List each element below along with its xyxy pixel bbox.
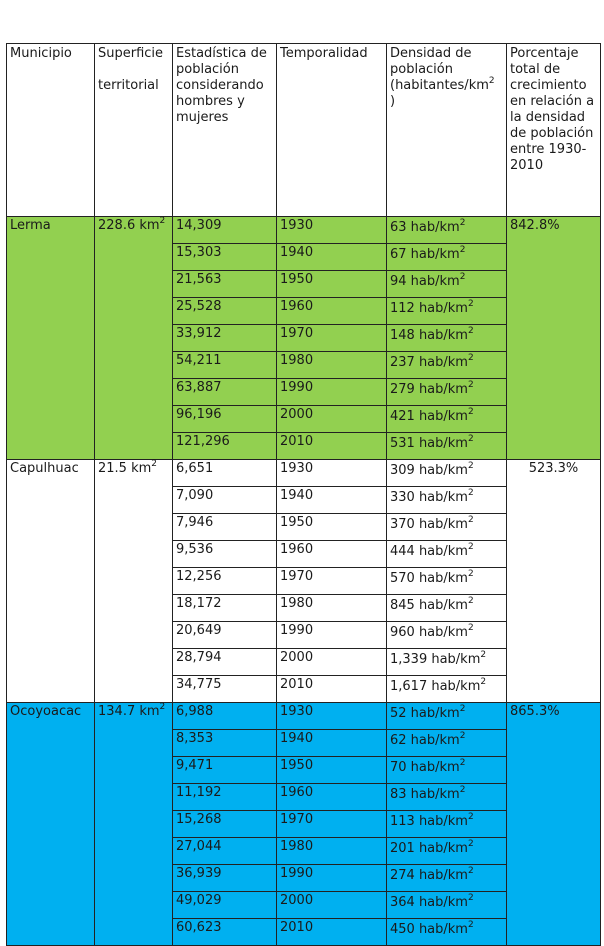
densidad-value: 62 hab/km: [390, 733, 460, 748]
poblacion-cell: 49,029: [173, 892, 277, 919]
densidad-cell: [387, 892, 507, 919]
densidad-value: 279 hab/km: [390, 382, 468, 397]
densidad-unit-sup: 2: [467, 542, 474, 552]
densidad-unit-sup: 2: [467, 326, 474, 336]
densidad-cell: [387, 568, 507, 595]
anio-cell: 1930: [277, 217, 387, 244]
poblacion-cell: 121,296: [173, 433, 277, 460]
anio-cell: 1950: [277, 514, 387, 541]
densidad-unit-sup: 2: [459, 785, 466, 795]
anio-cell: 2000: [277, 892, 387, 919]
poblacion-cell: 96,196: [173, 406, 277, 433]
anio-cell: 1960: [277, 298, 387, 325]
densidad-value: 531 hab/km: [390, 436, 468, 451]
table-row: [7, 217, 601, 244]
anio-cell: 1990: [277, 865, 387, 892]
densidad-unit-sup: 2: [467, 461, 474, 471]
densidad-unit-sup: 2: [467, 569, 474, 579]
densidad-unit-sup: 2: [459, 731, 466, 741]
header-superficie-line2: territorial: [98, 78, 159, 93]
densidad-value: 63 hab/km: [390, 220, 460, 235]
anio-cell: 2000: [277, 649, 387, 676]
table-row: [7, 703, 601, 730]
densidad-cell: [387, 217, 507, 244]
poblacion-cell: 9,471: [173, 757, 277, 784]
densidad-value: 421 hab/km: [390, 409, 468, 424]
poblacion-cell: 54,211: [173, 352, 277, 379]
densidad-cell: [387, 784, 507, 811]
poblacion-cell: 21,563: [173, 271, 277, 298]
anio-cell: 1940: [277, 244, 387, 271]
header-gap: [98, 62, 169, 78]
densidad-value: 570 hab/km: [390, 571, 468, 586]
densidad-cell: [387, 838, 507, 865]
densidad-cell: [387, 487, 507, 514]
densidad-cell: [387, 703, 507, 730]
densidad-unit-sup: 2: [459, 245, 466, 255]
anio-cell: 1970: [277, 811, 387, 838]
header-row: [7, 44, 601, 217]
header-superficie: [95, 44, 173, 217]
densidad-unit-sup: 2: [467, 380, 474, 390]
anio-cell: 1980: [277, 595, 387, 622]
densidad-value: 444 hab/km: [390, 544, 468, 559]
densidad-cell: [387, 595, 507, 622]
densidad-value: 1,339 hab/km: [390, 652, 481, 667]
densidad-unit-sup: 2: [459, 704, 466, 714]
densidad-unit-sup: 2: [459, 758, 466, 768]
densidad-value: 845 hab/km: [390, 598, 468, 613]
densidad-unit-sup: 2: [467, 812, 474, 822]
densidad-value: 70 hab/km: [390, 760, 460, 775]
anio-cell: 1970: [277, 568, 387, 595]
densidad-cell: [387, 298, 507, 325]
densidad-value: 274 hab/km: [390, 868, 468, 883]
densidad-cell: [387, 649, 507, 676]
poblacion-cell: 6,988: [173, 703, 277, 730]
poblacion-cell: 28,794: [173, 649, 277, 676]
densidad-unit-sup: 2: [467, 596, 474, 606]
population-density-table: [6, 43, 601, 946]
poblacion-cell: 33,912: [173, 325, 277, 352]
poblacion-cell: 18,172: [173, 595, 277, 622]
municipio-cell: Ocoyoacac: [7, 703, 95, 946]
densidad-cell: [387, 271, 507, 298]
densidad-cell: [387, 460, 507, 487]
poblacion-cell: 15,303: [173, 244, 277, 271]
header-temporalidad: Temporalidad: [277, 44, 387, 217]
densidad-cell: [387, 622, 507, 649]
poblacion-cell: 9,536: [173, 541, 277, 568]
municipio-cell: Lerma: [7, 217, 95, 460]
superficie-value: 21.5 km: [98, 461, 152, 476]
densidad-cell: [387, 514, 507, 541]
anio-cell: 2010: [277, 433, 387, 460]
poblacion-cell: 60,623: [173, 919, 277, 946]
superficie-unit-sup: 2: [159, 702, 166, 712]
densidad-value: 67 hab/km: [390, 247, 460, 262]
poblacion-cell: 14,309: [173, 217, 277, 244]
anio-cell: 1960: [277, 784, 387, 811]
densidad-unit-sup: 2: [467, 488, 474, 498]
densidad-unit-sup: 2: [467, 893, 474, 903]
header-densidad-sup: 2: [488, 76, 495, 86]
densidad-value: 237 hab/km: [390, 355, 468, 370]
anio-cell: 1930: [277, 460, 387, 487]
anio-cell: 1950: [277, 757, 387, 784]
superficie-cell: [95, 217, 173, 460]
anio-cell: 1980: [277, 352, 387, 379]
anio-cell: 1990: [277, 379, 387, 406]
densidad-unit-sup: 2: [467, 623, 474, 633]
superficie-cell: [95, 703, 173, 946]
densidad-value: 309 hab/km: [390, 463, 468, 478]
poblacion-cell: 27,044: [173, 838, 277, 865]
densidad-value: 370 hab/km: [390, 517, 468, 532]
poblacion-cell: 8,353: [173, 730, 277, 757]
densidad-unit-sup: 2: [467, 839, 474, 849]
superficie-cell: [95, 460, 173, 703]
header-densidad: [387, 44, 507, 217]
table-row: [7, 460, 601, 487]
poblacion-cell: 63,887: [173, 379, 277, 406]
anio-cell: 1960: [277, 541, 387, 568]
superficie-value: 228.6 km: [98, 218, 160, 233]
porcentaje-cell: 865.3%: [507, 703, 601, 946]
densidad-unit-sup: 2: [467, 866, 474, 876]
densidad-unit-sup: 2: [459, 272, 466, 282]
densidad-cell: [387, 379, 507, 406]
header-municipio: Municipio: [7, 44, 95, 217]
densidad-value: 960 hab/km: [390, 625, 468, 640]
poblacion-cell: 25,528: [173, 298, 277, 325]
anio-cell: 1980: [277, 838, 387, 865]
densidad-value: 201 hab/km: [390, 841, 468, 856]
poblacion-cell: 36,939: [173, 865, 277, 892]
poblacion-cell: 7,946: [173, 514, 277, 541]
densidad-unit-sup: 2: [467, 353, 474, 363]
anio-cell: 1930: [277, 703, 387, 730]
densidad-value: 148 hab/km: [390, 328, 468, 343]
densidad-value: 1,617 hab/km: [390, 679, 481, 694]
poblacion-cell: 15,268: [173, 811, 277, 838]
densidad-unit-sup: 2: [459, 218, 466, 228]
poblacion-cell: 11,192: [173, 784, 277, 811]
densidad-cell: [387, 730, 507, 757]
densidad-cell: [387, 757, 507, 784]
anio-cell: 1940: [277, 730, 387, 757]
superficie-value: 134.7 km: [98, 704, 160, 719]
anio-cell: 1950: [277, 271, 387, 298]
header-densidad-line2: (habitantes/km: [390, 78, 489, 93]
densidad-value: 52 hab/km: [390, 706, 460, 721]
densidad-unit-sup: 2: [467, 407, 474, 417]
porcentaje-cell: 842.8%: [507, 217, 601, 460]
densidad-value: 113 hab/km: [390, 814, 468, 829]
superficie-unit-sup: 2: [159, 216, 166, 226]
poblacion-cell: 34,775: [173, 676, 277, 703]
poblacion-cell: 20,649: [173, 622, 277, 649]
densidad-unit-sup: 2: [467, 299, 474, 309]
header-estadistica: Estadística de población considerando hombres y mujeres: [173, 44, 277, 217]
header-densidad-line3: ): [390, 94, 396, 109]
header-porcentaje: Porcentaje total de crecimiento en relación a la densidad de población entre 1930-2010: [507, 44, 601, 217]
densidad-cell: [387, 244, 507, 271]
densidad-unit-sup: 2: [467, 434, 474, 444]
header-densidad-line1: Densidad de población: [390, 46, 472, 77]
densidad-cell: [387, 541, 507, 568]
densidad-cell: [387, 352, 507, 379]
densidad-cell: [387, 433, 507, 460]
densidad-cell: [387, 676, 507, 703]
porcentaje-cell: 523.3%: [507, 460, 601, 703]
anio-cell: 1940: [277, 487, 387, 514]
densidad-unit-sup: 2: [467, 515, 474, 525]
table-body: [7, 217, 601, 946]
anio-cell: 2000: [277, 406, 387, 433]
municipio-cell: Capulhuac: [7, 460, 95, 703]
densidad-value: 364 hab/km: [390, 895, 468, 910]
densidad-unit-sup: 2: [480, 677, 487, 687]
poblacion-cell: 6,651: [173, 460, 277, 487]
densidad-value: 112 hab/km: [390, 301, 468, 316]
densidad-value: 94 hab/km: [390, 274, 460, 289]
densidad-cell: [387, 919, 507, 946]
densidad-value: 330 hab/km: [390, 490, 468, 505]
densidad-unit-sup: 2: [467, 920, 474, 930]
densidad-unit-sup: 2: [480, 650, 487, 660]
anio-cell: 2010: [277, 676, 387, 703]
densidad-value: 450 hab/km: [390, 922, 468, 937]
densidad-cell: [387, 811, 507, 838]
poblacion-cell: 12,256: [173, 568, 277, 595]
anio-cell: 1990: [277, 622, 387, 649]
poblacion-cell: 7,090: [173, 487, 277, 514]
superficie-unit-sup: 2: [151, 459, 158, 469]
densidad-value: 83 hab/km: [390, 787, 460, 802]
densidad-cell: [387, 406, 507, 433]
header-superficie-line1: Superficie: [98, 46, 164, 61]
anio-cell: 2010: [277, 919, 387, 946]
anio-cell: 1970: [277, 325, 387, 352]
densidad-cell: [387, 325, 507, 352]
